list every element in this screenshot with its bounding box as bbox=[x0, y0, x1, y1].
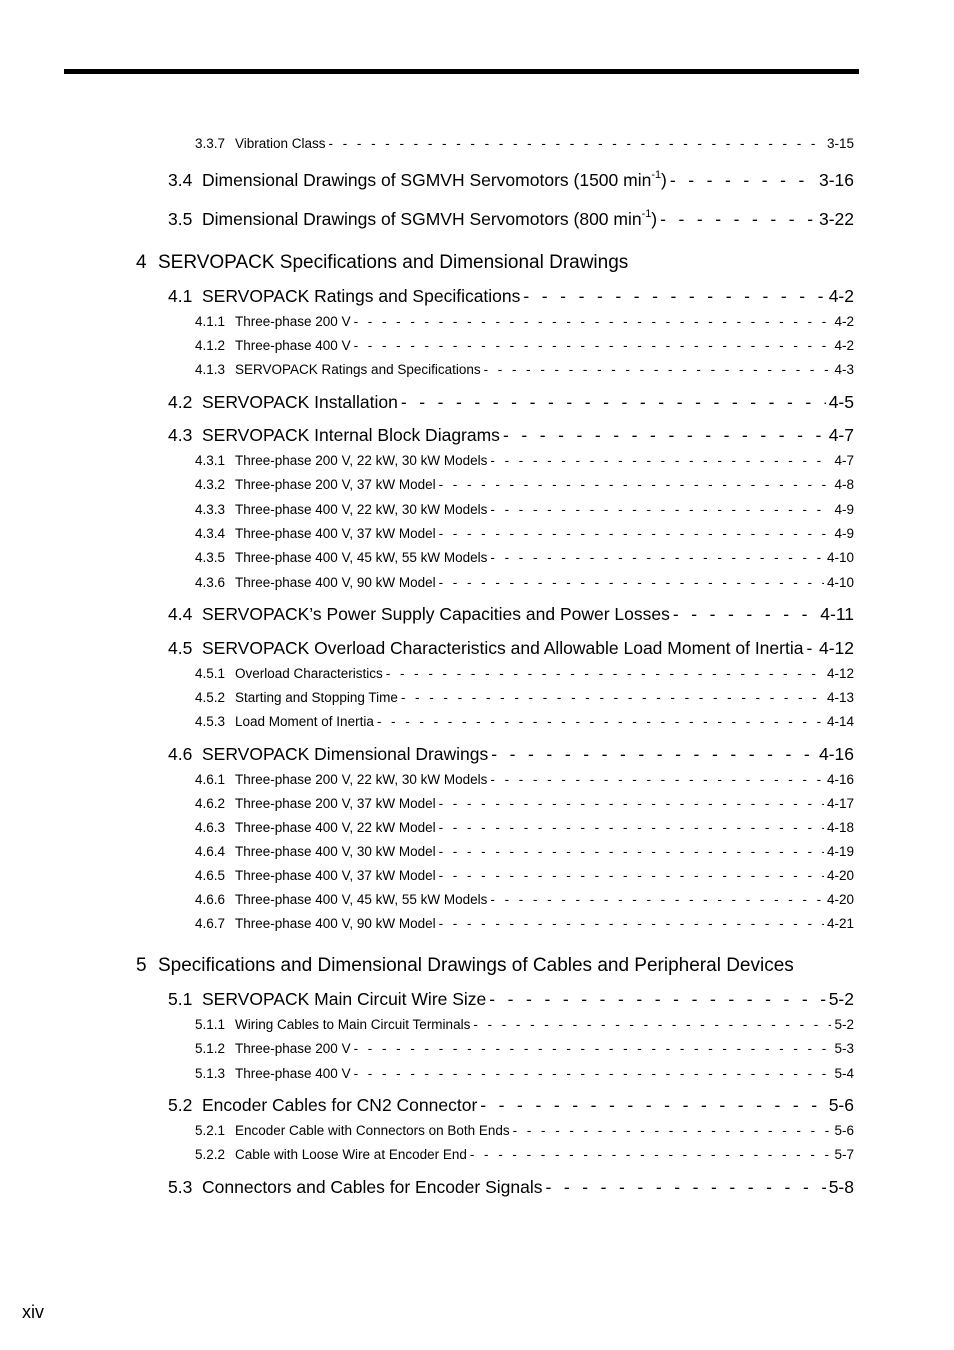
entry-page: 5-2 bbox=[828, 989, 854, 1009]
entry-number: 4.3.2 bbox=[195, 477, 226, 492]
entry-page: 4-10 bbox=[826, 550, 854, 565]
entry-title: Three-phase 400 V, 45 kW, 55 kW Models bbox=[235, 892, 488, 907]
entry-page: 4-21 bbox=[826, 916, 854, 931]
entry-title: Three-phase 200 V, 37 kW Model bbox=[235, 477, 436, 492]
toc-entry-4-6-4[interactable] bbox=[195, 844, 854, 859]
toc-entry-4-6-7[interactable] bbox=[195, 916, 854, 931]
entry-number: 4.5.1 bbox=[195, 666, 226, 681]
entry-title: Three-phase 400 V, 45 kW, 55 kW Models bbox=[235, 550, 488, 565]
toc-entry-4-6-5[interactable] bbox=[195, 868, 854, 883]
entry-title: Wiring Cables to Main Circuit Terminals bbox=[235, 1017, 471, 1032]
entry-number: 4.4 bbox=[168, 604, 193, 624]
entry-number: 5.3 bbox=[168, 1177, 193, 1197]
dot-leader bbox=[480, 1095, 825, 1116]
entry-title: SERVOPACK Internal Block Diagrams bbox=[202, 425, 500, 445]
entry-title: SERVOPACK Ratings and Specifications bbox=[235, 362, 481, 377]
toc-entry-5-1-1[interactable] bbox=[195, 1017, 854, 1032]
entry-page: 4-9 bbox=[834, 526, 854, 541]
toc-chapter-4[interactable] bbox=[136, 252, 854, 274]
entry-number: 4.6 bbox=[168, 744, 193, 764]
toc-entry-4-3-3[interactable] bbox=[195, 502, 854, 517]
entry-number: 5.1.1 bbox=[195, 1017, 226, 1032]
dot-leader bbox=[490, 772, 824, 787]
toc-entry-4-1[interactable] bbox=[168, 286, 854, 307]
dot-leader bbox=[490, 502, 831, 517]
dot-leader bbox=[386, 666, 824, 681]
entry-page: 5-7 bbox=[834, 1147, 854, 1162]
entry-page: 5-6 bbox=[834, 1123, 854, 1138]
entry-number: 4.6.5 bbox=[195, 868, 226, 883]
entry-page: 4-2 bbox=[834, 314, 854, 329]
dot-leader bbox=[673, 604, 817, 625]
entry-number: 3.5 bbox=[168, 209, 193, 229]
dot-leader bbox=[401, 392, 826, 413]
entry-page: 4-2 bbox=[828, 286, 854, 306]
toc-entry-4-6-3[interactable] bbox=[195, 820, 854, 835]
entry-page: 5-8 bbox=[828, 1177, 854, 1197]
entry-title: Three-phase 400 V bbox=[235, 338, 351, 353]
dot-leader bbox=[354, 1041, 832, 1056]
dot-leader bbox=[354, 1066, 832, 1081]
dot-leader bbox=[439, 575, 824, 590]
toc-entry-5-2[interactable] bbox=[168, 1095, 854, 1116]
entry-title: SERVOPACK Installation bbox=[202, 392, 398, 412]
dot-leader bbox=[439, 526, 832, 541]
entry-page: 4-11 bbox=[820, 604, 854, 624]
entry-title: SERVOPACK Dimensional Drawings bbox=[202, 744, 489, 764]
dot-leader bbox=[470, 1147, 832, 1162]
dot-leader bbox=[491, 744, 816, 765]
entry-page: 4-10 bbox=[826, 575, 854, 590]
entry-page: 4-9 bbox=[834, 502, 854, 517]
toc-chapter-5[interactable] bbox=[136, 955, 854, 977]
entry-title: Load Moment of Inertia bbox=[235, 714, 374, 729]
toc-entry-3-5[interactable] bbox=[168, 209, 854, 230]
superscript: -1 bbox=[641, 209, 652, 221]
entry-page: 4-2 bbox=[834, 338, 854, 353]
toc-entry-5-1[interactable] bbox=[168, 989, 854, 1010]
entry-number: 5.1 bbox=[168, 989, 193, 1009]
entry-page: 4-20 bbox=[826, 868, 854, 883]
chapter-number: 5 bbox=[136, 955, 147, 976]
entry-title: Three-phase 400 V, 22 kW Model bbox=[235, 820, 436, 835]
entry-number: 4.1.2 bbox=[195, 338, 226, 353]
entry-title: SERVOPACK’s Power Supply Capacities and Power Losses bbox=[202, 604, 670, 624]
entry-title: Connectors and Cables for Encoder Signals bbox=[202, 1177, 543, 1197]
dot-leader bbox=[523, 286, 825, 307]
entry-page: 3-15 bbox=[826, 136, 854, 151]
entry-number: 4.5.3 bbox=[195, 714, 226, 729]
toc-entry-5-2-1[interactable] bbox=[195, 1123, 854, 1138]
toc-entry-3-4[interactable] bbox=[168, 170, 854, 191]
entry-number: 4.3.4 bbox=[195, 526, 226, 541]
entry-title: Encoder Cables for CN2 Connector bbox=[202, 1095, 478, 1115]
toc-entry-5-1-3[interactable] bbox=[195, 1066, 854, 1081]
entry-title: Three-phase 400 V, 37 kW Model bbox=[235, 526, 436, 541]
toc-entry-5-1-2[interactable] bbox=[195, 1041, 854, 1056]
toc-entry-4-5-1[interactable] bbox=[195, 666, 854, 681]
dot-leader bbox=[545, 1177, 825, 1198]
dot-leader bbox=[473, 1017, 831, 1032]
toc-entry-4-6[interactable] bbox=[168, 744, 854, 765]
dot-leader bbox=[439, 916, 824, 931]
page-number: xiv bbox=[22, 1302, 44, 1322]
entry-page: 5-2 bbox=[834, 1017, 854, 1032]
entry-page: 4-3 bbox=[834, 362, 854, 377]
dot-leader bbox=[489, 989, 825, 1010]
entry-number: 5.1.3 bbox=[195, 1066, 226, 1081]
dot-leader bbox=[354, 338, 832, 353]
entry-title: Vibration Class bbox=[235, 136, 326, 151]
entry-number: 4.3.6 bbox=[195, 575, 226, 590]
entry-title: Dimensional Drawings of SGMVH Servomotors (800 $\min^{-1}$) bbox=[202, 209, 658, 229]
entry-title: Three-phase 200 V bbox=[235, 314, 351, 329]
entry-page: 4-17 bbox=[826, 796, 854, 811]
chapter-title: Specifications and Dimensional Drawings of Cables and Peripheral Devices bbox=[158, 955, 794, 976]
dot-leader bbox=[377, 714, 824, 729]
entry-number: 4.6.4 bbox=[195, 844, 226, 859]
entry-page: 4-16 bbox=[818, 744, 854, 764]
dot-leader bbox=[660, 209, 816, 230]
entry-page: 3-16 bbox=[818, 170, 854, 190]
dot-leader bbox=[490, 550, 824, 565]
chapter-number: 4 bbox=[136, 252, 147, 273]
toc-entry-3-3-7[interactable] bbox=[195, 136, 854, 151]
entry-number: 4.6.6 bbox=[195, 892, 226, 907]
entry-title: Three-phase 400 V bbox=[235, 1066, 351, 1081]
toc-entry-4-3-5[interactable] bbox=[195, 550, 854, 565]
entry-page: 3-22 bbox=[818, 209, 854, 229]
dot-leader bbox=[401, 690, 824, 705]
entry-page: 4-13 bbox=[826, 690, 854, 705]
toc-entry-4-5-3[interactable] bbox=[195, 714, 854, 729]
toc-entry-4-1-3[interactable] bbox=[195, 362, 854, 377]
header-rule bbox=[64, 69, 859, 74]
entry-title: Three-phase 400 V, 90 kW Model bbox=[235, 916, 436, 931]
entry-page: 4-19 bbox=[826, 844, 854, 859]
entry-page: 4-8 bbox=[834, 477, 854, 492]
entry-title: Starting and Stopping Time bbox=[235, 690, 398, 705]
entry-title: Three-phase 400 V, 90 kW Model bbox=[235, 575, 436, 590]
entry-number: 4.6.3 bbox=[195, 820, 226, 835]
entry-page: 4-20 bbox=[826, 892, 854, 907]
chapter-title: SERVOPACK Specifications and Dimensional Drawings bbox=[158, 252, 629, 273]
entry-title: Cable with Loose Wire at Encoder End bbox=[235, 1147, 467, 1162]
entry-number: 5.2 bbox=[168, 1095, 193, 1115]
toc-entry-4-3[interactable] bbox=[168, 425, 854, 446]
entry-page: 4-18 bbox=[826, 820, 854, 835]
toc-entry-4-6-6[interactable] bbox=[195, 892, 854, 907]
entry-page: 4-12 bbox=[818, 638, 854, 658]
dot-leader bbox=[484, 362, 832, 377]
entry-number: 4.6.1 bbox=[195, 772, 226, 787]
toc-entry-4-2[interactable] bbox=[168, 392, 854, 413]
entry-page: 4-14 bbox=[826, 714, 854, 729]
toc-entry-4-1-2[interactable] bbox=[195, 338, 854, 353]
entry-number: 3.3.7 bbox=[195, 136, 226, 151]
entry-number: 5.2.1 bbox=[195, 1123, 226, 1138]
entry-title: Dimensional Drawings of SGMVH Servomotors (1500 $\min^{-1}$) bbox=[202, 170, 667, 190]
entry-title: SERVOPACK Overload Characteristics and Allowable Load Moment of Inertia bbox=[202, 638, 804, 658]
toc-entry-4-1-1[interactable] bbox=[195, 314, 854, 329]
entry-number: 4.3.1 bbox=[195, 453, 226, 468]
dot-leader bbox=[439, 796, 824, 811]
entry-page: 5-3 bbox=[834, 1041, 854, 1056]
entry-number: 4.6.7 bbox=[195, 916, 226, 931]
dot-leader bbox=[439, 820, 824, 835]
toc-entry-4-3-1[interactable] bbox=[195, 453, 854, 468]
toc-entry-4-5[interactable] bbox=[168, 638, 854, 659]
entry-page: 4-16 bbox=[826, 772, 854, 787]
toc-entry-5-2-2[interactable] bbox=[195, 1147, 854, 1162]
dot-leader bbox=[439, 868, 824, 883]
entry-number: 4.3 bbox=[168, 425, 193, 445]
dot-leader bbox=[670, 170, 816, 191]
entry-title: SERVOPACK Main Circuit Wire Size bbox=[202, 989, 487, 1009]
entry-number: 4.3.3 bbox=[195, 502, 226, 517]
entry-number: 5.1.2 bbox=[195, 1041, 226, 1056]
entry-title: Three-phase 400 V, 30 kW Model bbox=[235, 844, 436, 859]
entry-number: 5.2.2 bbox=[195, 1147, 226, 1162]
dot-leader bbox=[439, 844, 824, 859]
entry-number: 4.1.3 bbox=[195, 362, 226, 377]
entry-number: 4.5.2 bbox=[195, 690, 226, 705]
entry-page: 4-7 bbox=[834, 453, 854, 468]
toc-entry-4-5-2[interactable] bbox=[195, 690, 854, 705]
entry-page: 4-7 bbox=[828, 425, 854, 445]
toc-entry-4-6-2[interactable] bbox=[195, 796, 854, 811]
entry-title: Three-phase 400 V, 22 kW, 30 kW Models bbox=[235, 502, 488, 517]
dot-leader bbox=[329, 136, 824, 151]
entry-number: 3.4 bbox=[168, 170, 193, 190]
entry-title: SERVOPACK Ratings and Specifications bbox=[202, 286, 521, 306]
entry-page: 5-4 bbox=[834, 1066, 854, 1081]
dot-leader bbox=[503, 425, 826, 446]
entry-title: Three-phase 200 V, 22 kW, 30 kW Models bbox=[235, 772, 488, 787]
entry-title: Overload Characteristics bbox=[235, 666, 383, 681]
toc-entry-4-3-2[interactable] bbox=[195, 477, 854, 492]
toc-entry-4-3-4[interactable] bbox=[195, 526, 854, 541]
entry-title: Three-phase 400 V, 37 kW Model bbox=[235, 868, 436, 883]
entry-title: Three-phase 200 V, 37 kW Model bbox=[235, 796, 436, 811]
dot-leader bbox=[439, 477, 832, 492]
dot-leader bbox=[490, 892, 824, 907]
toc-entry-5-3[interactable] bbox=[168, 1177, 854, 1198]
toc-entry-4-6-1[interactable] bbox=[195, 772, 854, 787]
entry-page: 5-6 bbox=[828, 1095, 854, 1115]
entry-number: 4.1 bbox=[168, 286, 193, 306]
superscript: -1 bbox=[651, 170, 661, 182]
toc-entry-4-3-6[interactable] bbox=[195, 575, 854, 590]
dot-leader bbox=[806, 638, 816, 659]
entry-title: Three-phase 200 V, 22 kW, 30 kW Models bbox=[235, 453, 488, 468]
entry-number: 4.1.1 bbox=[195, 314, 226, 329]
entry-number: 4.3.5 bbox=[195, 550, 226, 565]
entry-number: 4.5 bbox=[168, 638, 193, 658]
toc-entry-4-4[interactable] bbox=[168, 604, 854, 625]
entry-number: 4.2 bbox=[168, 392, 193, 412]
dot-leader bbox=[354, 314, 832, 329]
entry-title: Three-phase 200 V bbox=[235, 1041, 351, 1056]
entry-page: 4-12 bbox=[826, 666, 854, 681]
dot-leader bbox=[490, 453, 831, 468]
entry-page: 4-5 bbox=[828, 392, 854, 412]
entry-title: Encoder Cable with Connectors on Both Ends bbox=[235, 1123, 510, 1138]
dot-leader bbox=[513, 1123, 832, 1138]
entry-number: 4.6.2 bbox=[195, 796, 226, 811]
